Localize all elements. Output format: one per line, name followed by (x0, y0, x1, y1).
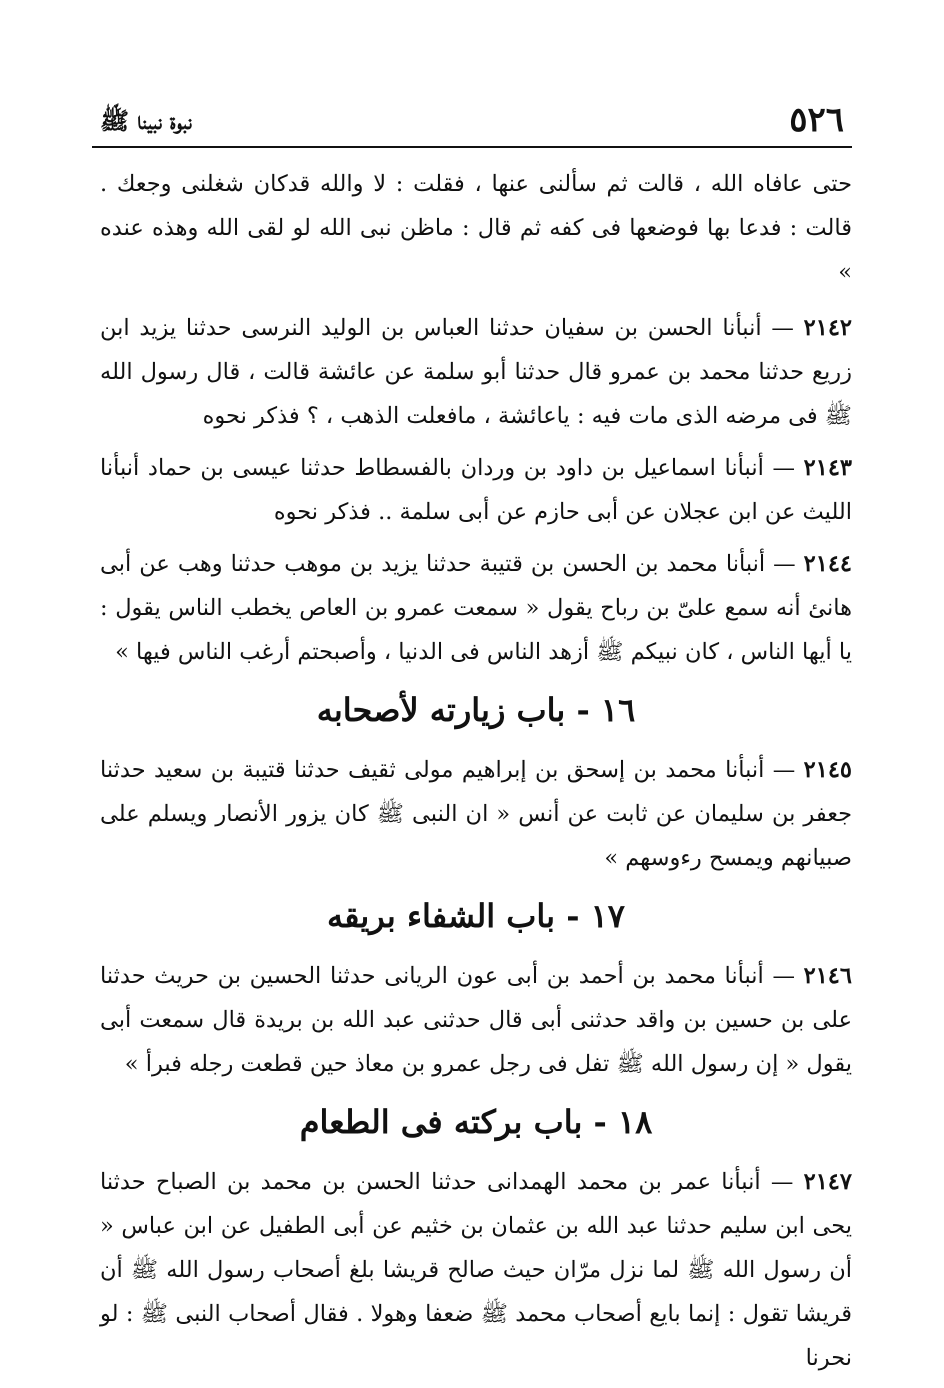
hadith-number: ٢١٤٦ (803, 963, 852, 989)
continuation-paragraph: حتى عافاه الله ، قالت ثم سألنى عنها ، فقلت : لا والله قدكان شغلنى وجعك . قالت : فدعا بها فوضعها فى كفه ثم قال : ماظن نبى الله لو لقى الله وهذه عنده » (100, 171, 852, 285)
page-number: ٥٢٦ (789, 100, 844, 140)
hadith-paragraph: ٢١٤٦ — أنبأنا محمد بن أحمد بن أبى عون الريانى حدثنا الحسين بن حريث حدثنا على بن حسين بن واقد حدثنى أبى قال حدثنى عبد الله بن بريدة قال سمعت أبى يقول « إن رسول الله ﷺ تفل فى رجل عمرو بن معاذ حين قطعت رجله فبرأ » (100, 963, 852, 1077)
hadith-text: أنبأنا محمد بن الحسن بن قتيبة حدثنا يزيد بن موهب حدثنا وهب عن أبى هانئ أنه سمع علىّ بن رباح يقول « سمعت عمرو بن العاص يخطب الناس يقول : يا أيها الناس ، كان نبيكم ﷺ أزهد الناس فى الدنيا ، وأصبحتم أرغب الناس فيها » (100, 551, 852, 665)
hadith-number: ٢١٤٥ (803, 757, 852, 783)
hadith-text: أنبأنا محمد بن إسحق بن إبراهيم مولى ثقيف حدثنا قتيبة بن سعيد حدثنا جعفر بن سليمان عن ثابت عن أنس « ان النبى ﷺ كان يزور الأنصار ويسلم على صبيانهم ويمسح رءوسهم » (100, 757, 852, 871)
hadith-text: أنبأنا اسماعيل بن داود بن وردان بالفسطاط حدثنا عيسى بن حماد أنبأنا الليث عن ابن عجلان عن أبى حازم عن أبى سلمة .. فذكر نحوه (100, 455, 852, 525)
page-header (92, 96, 852, 148)
hadith-text: أنبأنا الحسن بن سفيان حدثنا العباس بن الوليد النرسى حدثنا يزيد ابن زريع حدثنا محمد بن عمرو قال حدثنا أبو سلمة عن عائشة قالت ، قال رسول الله ﷺ فى مرضه الذى مات فيه : ياعائشة ، مافعلت الذهب ، ؟ فذكر نحوه (100, 315, 852, 429)
hadith-text: أنبأنا محمد بن أحمد بن أبى عون الريانى حدثنا الحسين بن حريث حدثنا على بن حسين بن واقد حدثنى أبى قال حدثنى عبد الله بن بريدة قال سمعت أبى يقول « إن رسول الله ﷺ تفل فى رجل عمرو بن معاذ حين قطعت رجله فبرأ » (100, 963, 852, 1077)
hadith-number: ٢١٤٣ (803, 455, 852, 481)
hadith-paragraph: ٢١٤٣ — أنبأنا اسماعيل بن داود بن وردان بالفسطاط حدثنا عيسى بن حماد أنبأنا الليث عن ابن عجلان عن أبى حازم عن أبى سلمة .. فذكر نحوه (100, 455, 852, 525)
chapter-heading: ١٨ - باب بركته فى الطعام (299, 1103, 653, 1141)
chapter-heading: ١٧ - باب الشفاء بريقه (327, 897, 625, 935)
hadith-paragraph: ٢١٤٢ — أنبأنا الحسن بن سفيان حدثنا العباس بن الوليد النرسى حدثنا يزيد ابن زريع حدثنا محمد بن عمرو قال حدثنا أبو سلمة عن عائشة قالت ، قال رسول الله ﷺ فى مرضه الذى مات فيه : ياعائشة ، مافعلت الذهب ، ؟ فذكر نحوه (100, 315, 852, 429)
chapter-heading: ١٦ - باب زيارته لأصحابه (316, 691, 636, 729)
running-title: نبوة نبينا ﷺ (100, 106, 192, 135)
hadith-text: أنبأنا عمر بن محمد الهمدانى حدثنا الحسن بن محمد بن الصباح حدثنا يحى ابن سليم حدثنا عبد الله بن عثمان بن خثيم عن أبى الطفيل عن ابن عباس « أن رسول الله ﷺ لما نزل مرّان حيث صالح قريشا بلغ أصحاب رسول الله ﷺ أن قريشا تقول : إنما بايع أصحاب محمد ﷺ ضعفا وهولا . فقال أصحاب النبى ﷺ : لو نحرنا (100, 1169, 852, 1371)
hadith-paragraph: ٢١٤٥ — أنبأنا محمد بن إسحق بن إبراهيم مولى ثقيف حدثنا قتيبة بن سعيد حدثنا جعفر بن سليمان عن ثابت عن أنس « ان النبى ﷺ كان يزور الأنصار ويسلم على صبيانهم ويمسح رءوسهم » (100, 757, 852, 871)
hadith-paragraph: ٢١٤٧ — أنبأنا عمر بن محمد الهمدانى حدثنا الحسن بن محمد بن الصباح حدثنا يحى ابن سليم حدثنا عبد الله بن عثمان بن خثيم عن أبى الطفيل عن ابن عباس « أن رسول الله ﷺ لما نزل مرّان حيث صالح قريشا بلغ أصحاب رسول الله ﷺ أن قريشا تقول : إنما بايع أصحاب محمد ﷺ ضعفا وهولا . فقال أصحاب النبى ﷺ : لو نحرنا (100, 1169, 852, 1371)
page-body (100, 162, 852, 1388)
hadith-number: ٢١٤٢ (803, 315, 852, 341)
hadith-number: ٢١٤٤ (803, 551, 852, 577)
hadith-paragraph: ٢١٤٤ — أنبأنا محمد بن الحسن بن قتيبة حدثنا يزيد بن موهب حدثنا وهب عن أبى هانئ أنه سمع علىّ بن رباح يقول « سمعت عمرو بن العاص يخطب الناس يقول : يا أيها الناس ، كان نبيكم ﷺ أزهد الناس فى الدنيا ، وأصبحتم أرغب الناس فيها » (100, 551, 852, 665)
hadith-number: ٢١٤٧ (803, 1169, 852, 1195)
